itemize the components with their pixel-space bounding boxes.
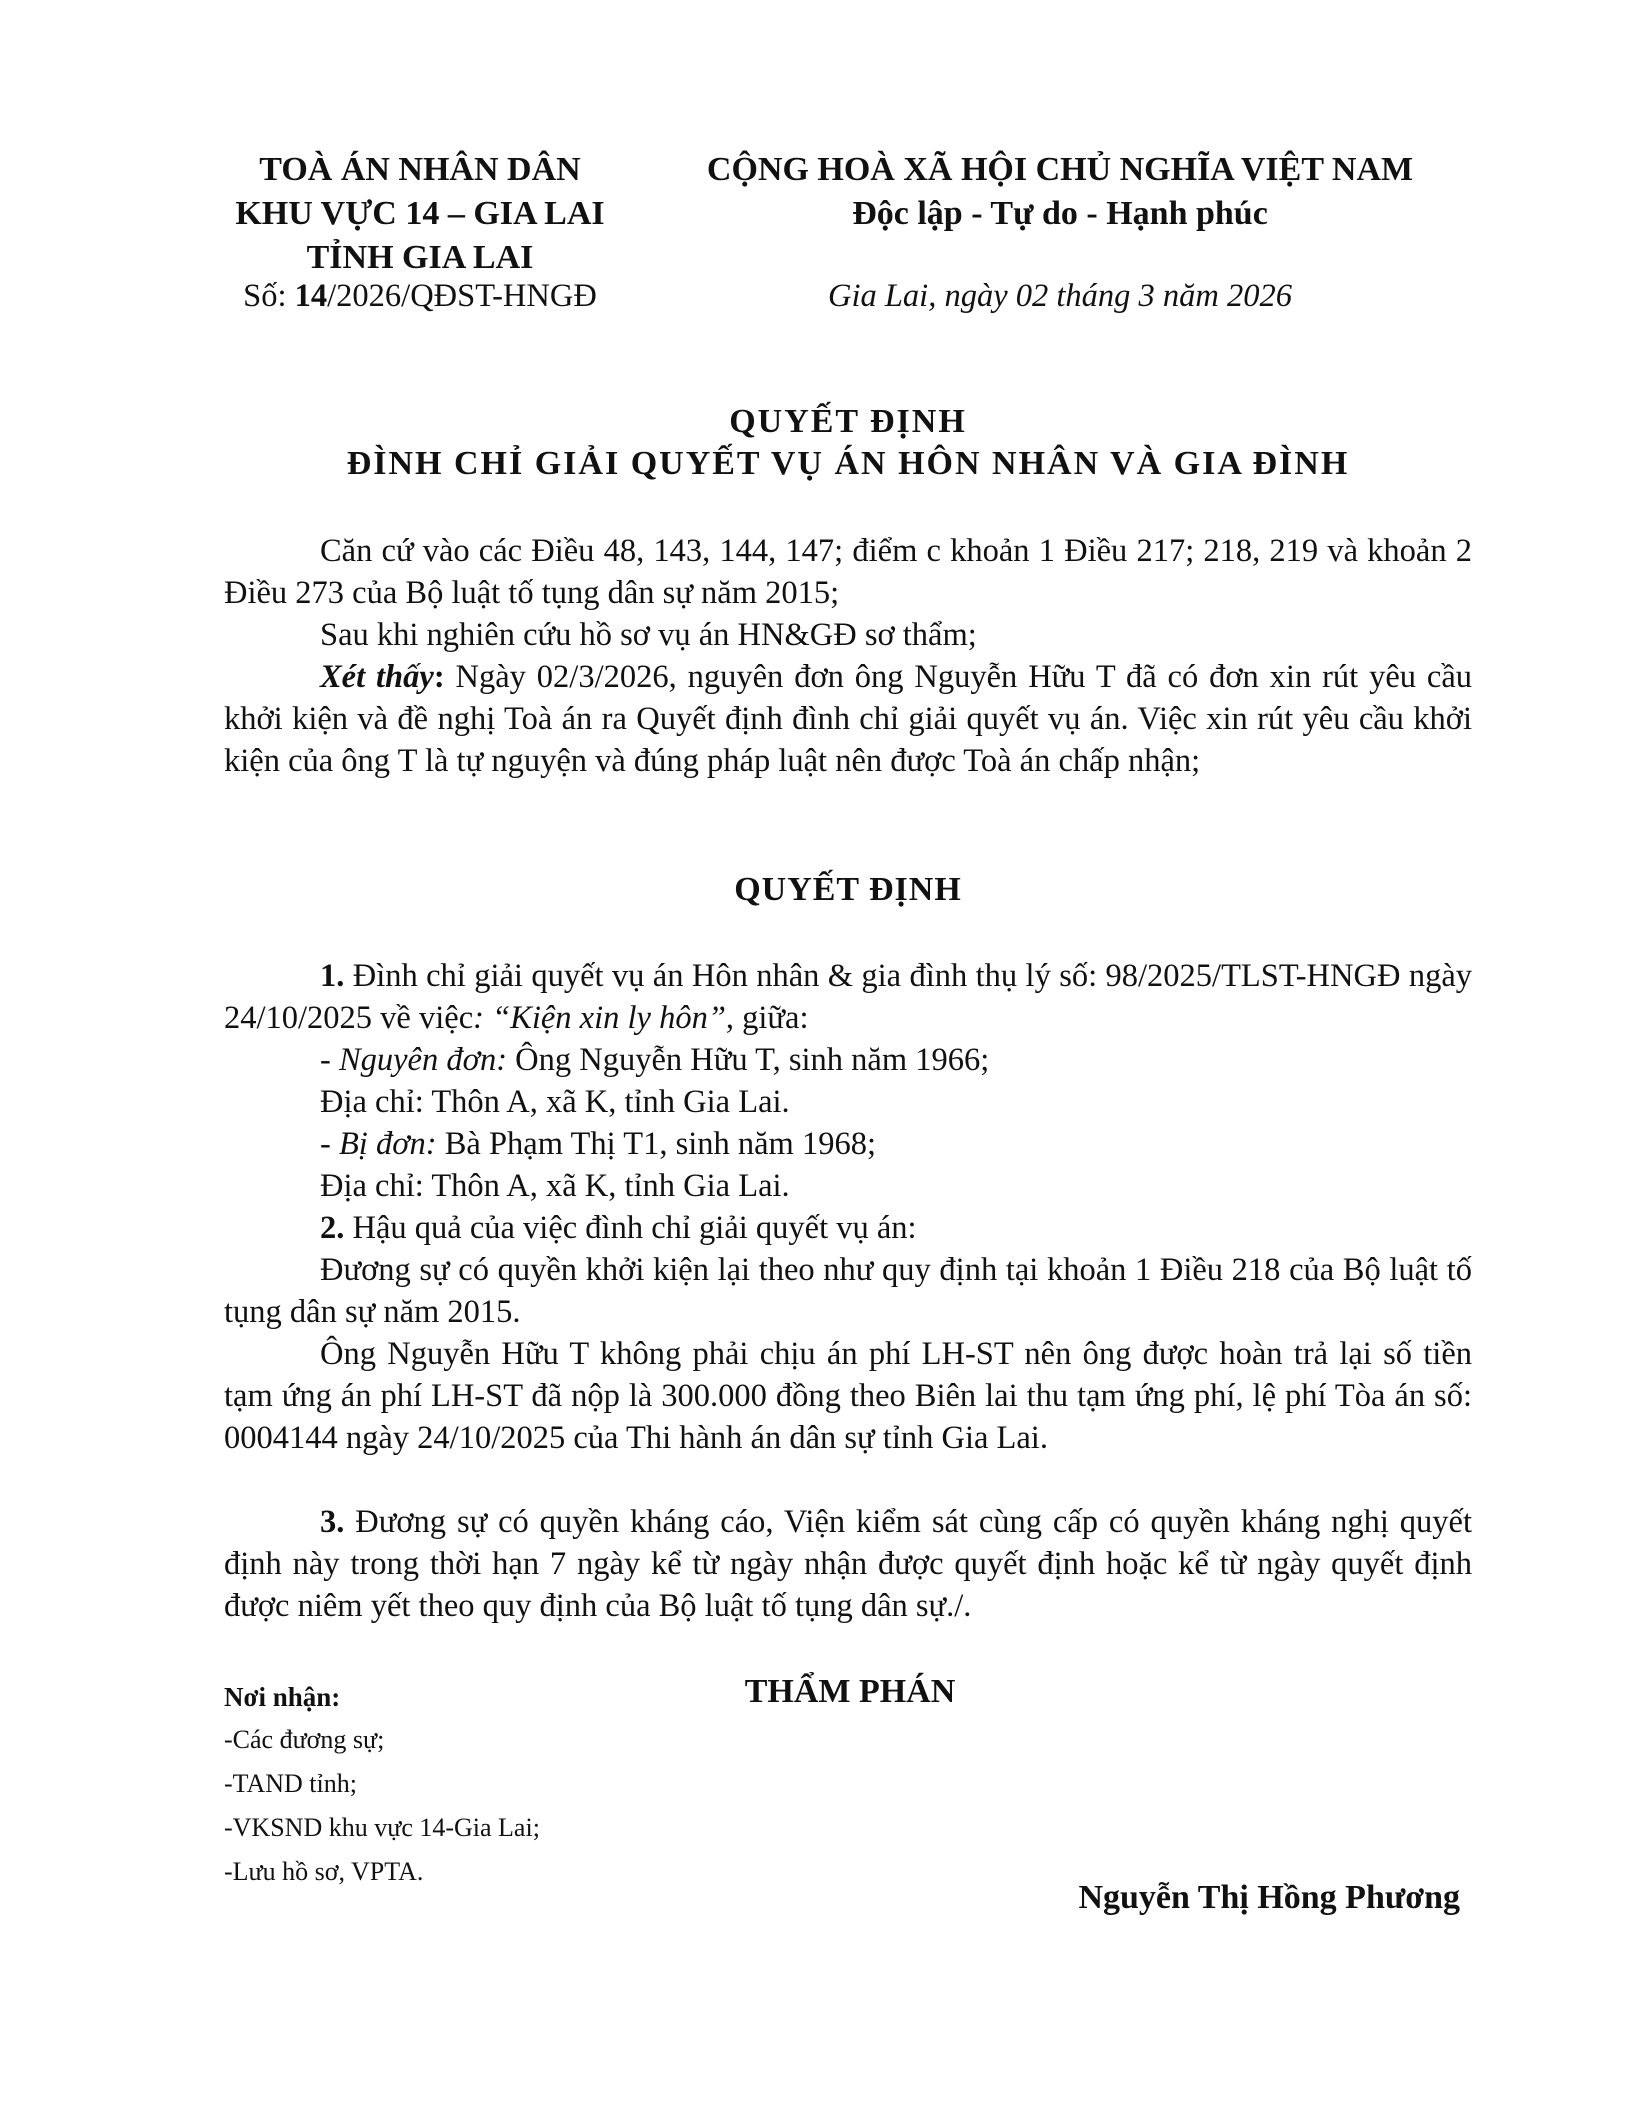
plaintiff-line: - Nguyên đơn: Ông Nguyễn Hữu T, sinh năm 1966; — [320, 1042, 990, 1078]
defendant-line: - Bị đơn: Bà Phạm Thị T1, sinh năm 1968; — [320, 1126, 876, 1162]
recipient-item: -Các đương sự; — [224, 1725, 385, 1754]
recipients-label: Nơi nhận: — [224, 1682, 341, 1712]
court-name-line2: KHU VỰC 14 – GIA LAI — [235, 195, 605, 232]
review-paragraph: Sau khi nghiên cứu hồ sơ vụ án HN&GĐ sơ thẩm; — [320, 617, 977, 653]
recipient-item: -Lưu hồ sơ, VPTA. — [224, 1857, 424, 1886]
plaintiff-address: Địa chỉ: Thôn A, xã K, tỉnh Gia Lai. — [320, 1084, 790, 1120]
signer-title: THẨM PHÁN — [744, 1673, 956, 1710]
item-1-paragraph: 1. Đình chỉ giải quyết vụ án Hôn nhân & gia đình thụ lý số: 98/2025/TLST-HNGĐ ngày 24/10/2025 về việc: “Kiện xin ly hôn”, giữa: — [224, 958, 1472, 1036]
title-line2: ĐÌNH CHỈ GIẢI QUYẾT VỤ ÁN HÔN NHÂN VÀ GIA ĐÌNH — [346, 445, 1350, 482]
signer-name: Nguyễn Thị Hồng Phương — [1078, 1879, 1460, 1916]
nation-title: CỘNG HOÀ XÃ HỘI CHỦ NGHĨA VIỆT NAM — [706, 151, 1414, 188]
court-name-block — [200, 148, 640, 280]
court-name-line1: TOÀ ÁN NHÂN DÂN — [259, 151, 581, 188]
recipient-item: -TAND tỉnh; — [224, 1769, 357, 1798]
defendant-address: Địa chỉ: Thôn A, xã K, tỉnh Gia Lai. — [320, 1168, 790, 1204]
item-2-paragraph-2: Ông Nguyễn Hữu T không phải chịu án phí LH-ST nên ông được hoàn trả lại số tiền tạm ứng án phí LH-ST đã nộp là 300.000 đồng theo Biên lai thu tạm ứng phí, lệ phí Tòa án số: 0004144 ngày 24/10/2025 của Thi hành án dân sự tỉnh Gia Lai. — [224, 1336, 1472, 1456]
court-name-line3: TỈNH GIA LAI — [306, 239, 534, 276]
nation-block — [660, 148, 1460, 236]
item-3-paragraph: 3. Đương sự có quyền kháng cáo, Viện kiểm sát cùng cấp có quyền kháng nghị quyết định này trong thời hạn 7 ngày kể từ ngày nhận được quyết định hoặc kể từ ngày quyết định được niêm yết theo quy định của Bộ luật tố tụng dân sự./. — [224, 1504, 1472, 1624]
item-2-paragraph-1: Đương sự có quyền khởi kiện lại theo như quy định tại khoản 1 Điều 218 của Bộ luật tố tụng dân sự năm 2015. — [224, 1252, 1472, 1330]
consideration-label: Xét thấy — [320, 659, 434, 695]
consideration-paragraph: Xét thấy: Ngày 02/3/2026, nguyên đơn ông Nguyễn Hữu T đã có đơn xin rút yêu cầu khởi kiện và đề nghị Toà án ra Quyết định đình chỉ giải quyết vụ án. Việc xin rút yêu cầu khởi kiện của ông T là tự nguyện và đúng pháp luật nên được Toà án chấp nhận; — [224, 659, 1472, 779]
decision-number: Số: 14/2026/QĐST-HNGĐ — [243, 278, 597, 314]
decision-heading: QUYẾT ĐỊNH — [734, 871, 962, 908]
document-title — [224, 401, 1472, 485]
place-date: Gia Lai, ngày 02 tháng 3 năm 2026 — [827, 278, 1293, 314]
title-line1: QUYẾT ĐỊNH — [729, 403, 967, 440]
item-2-heading: 2. Hậu quả của việc đình chỉ giải quyết vụ án: — [320, 1210, 917, 1246]
recipient-item: -VKSND khu vực 14-Gia Lai; — [224, 1813, 540, 1842]
nation-motto: Độc lập - Tự do - Hạnh phúc — [852, 195, 1268, 232]
legal-basis-paragraph: Căn cứ vào các Điều 48, 143, 144, 147; điểm c khoản 1 Điều 217; 218, 219 và khoản 2 Điều 273 của Bộ luật tố tụng dân sự năm 2015; — [224, 533, 1472, 611]
recipients-block — [224, 1676, 540, 1894]
